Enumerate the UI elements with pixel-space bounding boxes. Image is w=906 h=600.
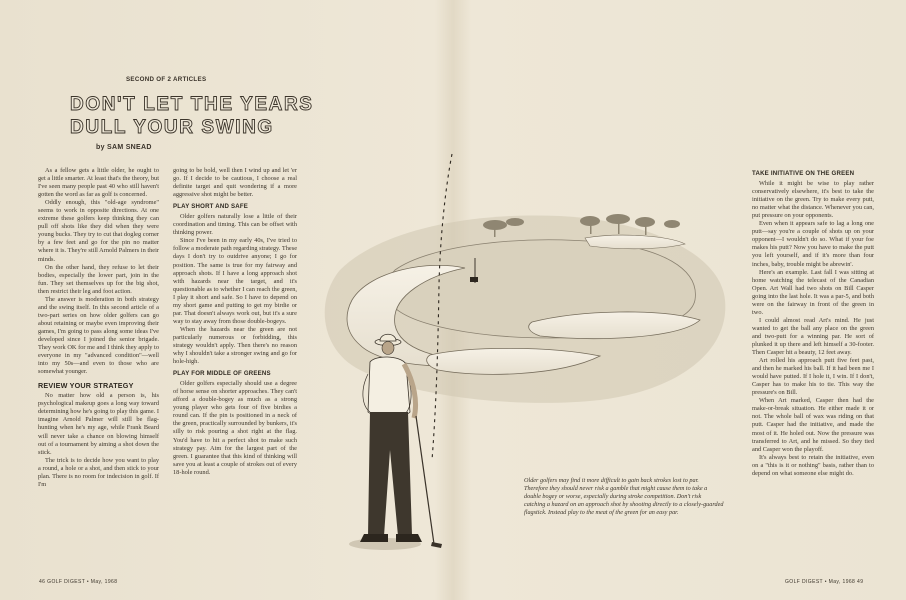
bunker-back xyxy=(585,235,685,249)
page-footer-left: 46 GOLF DIGEST • May, 1968 xyxy=(39,579,118,585)
paragraph: As a fellow gets a little older, he ought to get a little smarter. At least that's the theory, but I've seen many people past 40 who still haven't gotten the word as far as golf is concerned. xyxy=(38,167,159,199)
paragraph: I could almost read Art's mind. He just wanted to get the ball any place on the green and two-putt for a winning par. He sort of plunked it up there and left himself a 30-footer. Then Casper hit a beauty, 12 feet away. xyxy=(752,316,874,357)
paragraph: Even when it appears safe to lag a long one putt—say you're a couple of shots up on your opponent—I wouldn't do so. What if your foe makes his putt? Now you have to make the putt you left yourself, and if it's more than four inches, baby, trouble might be abrewin'. xyxy=(752,220,874,268)
paragraph: Since I've been in my early 40s, I've tried to follow a moderate path regarding strategy. These days I don't try to outdrive anyone; I go for position. The same is true for my fairway and approach shots. If I have a long approach shot with hazards near the target, and it's questionable as to whether I can reach the green, I play it short and safe. So I have to depend on my short game and putting to get my birdie or par. That doesn't always work out, but it's a sure way to stay away from those double-bogeys. xyxy=(173,237,298,325)
text-column-3 xyxy=(752,170,874,478)
headline-line-2: DULL YOUR SWING xyxy=(70,117,274,138)
headline-line-1: DON'T LET THE YEARS xyxy=(70,94,314,115)
article-headline xyxy=(70,93,314,139)
section-heading: TAKE INITIATIVE ON THE GREEN xyxy=(752,170,855,177)
paragraph: Older golfers especially should use a degree of horse sense on shorter approaches. They can't afford a double-bogey as much as a strong young player who gets four of five birdies a round can. If the pin is positioned in a neck of the green, practically surrounded by bunkers, it's silly to risk pouring a shot right at the flag. You'd have to hit a perfect shot to make such strategy pay. Aim for the largest part of the green. I guarantee that this kind of thinking will save you at least a couple of strokes out of every 18-hole round. xyxy=(173,380,297,476)
paragraph: Older golfers naturally lose a little of their coordination and timing. This can be offset with thinking power. xyxy=(173,213,297,237)
section-heading: REVIEW YOUR STRATEGY xyxy=(38,381,134,391)
paragraph: When the hazards near the green are not particularly numerous or forbidding, this strategy wouldn't apply. Then there's no reason why I shouldn't take a stronger swing and go for hole-high. xyxy=(173,325,297,366)
page-footer-right: GOLF DIGEST • May, 1968 49 xyxy=(785,579,864,585)
article-kicker: SECOND OF 2 ARTICLES xyxy=(126,76,207,83)
paragraph: Oddly enough, this "old-age syndrome" seems to work in opposite directions. At one extreme these golfers keep thinking they can pull off shots like they did when they were young bucks. They try to cut that dogleg corner by a few feet and go for the pin no matter where it is. They're still Arnold Palmers in their minds. xyxy=(38,199,159,263)
article-byline: by SAM SNEAD xyxy=(96,144,152,151)
paragraph: When Art marked, Casper then had the make-or-break situation. He either made it or not. The whole ball of wax was riding on that putt. Casper had the initiative, and made the most of it. He holed out. Now the pressure was transferred to Art, and he missed. So they tied and Casper won the playoff. xyxy=(752,397,874,453)
paragraph: On the other hand, they refuse to let their bodies, especially the lower part, join in the fun. They set themselves up for the big shot, then restrict their leg and foot action. xyxy=(38,263,159,295)
paragraph: The trick is to decide how you want to play a round, a hole or a shot, and then stick to your plan. There is no room for indecision in golf. If I'm xyxy=(38,456,159,488)
paragraph: Here's an example. Last fall I was sitting at home watching the telecast of the Canadian Open. Art Wall had two shots on Bill Casper going into the last hole. It was a par-5, and both were on the fairway in front of the green in two. xyxy=(752,268,874,316)
paragraph: No matter how old a person is, his psychological makeup goes a long way toward determining how he's going to play this game. I imagine Arnold Palmer will still be flag-hunting when he's my age, while Frank Beard will never take a chance on blowing himself out of a tournament by aiming a shot down the stick. xyxy=(38,392,159,456)
text-column-2 xyxy=(173,167,297,477)
paragraph: going to be bold, well then I wind up and let 'er go. If I decide to be cautious, I choose a real definite target and quit wondering if a more aggressive shot might be better. xyxy=(173,167,297,199)
paragraph: The answer is moderation in both strategy and the swing itself. In this second article of a two-part series on how older golfers can go about retaining or maybe even improving their games, I'm going to pass along some ideas I've developed since I joined the senior brigade. They work OK for me and I think they apply to everyone in my "advanced condition"—well into my 50s—and even to those who are somewhat younger. xyxy=(38,295,159,376)
illustration-caption: Older golfers may find it more difficult to gain back strokes lost to par. Therefore they should never risk a gamble that might cause them to take a double bogey or worse, especially during stroke competition. Don't risk catching a hazard on an approach shot by shooting directly to a closely-guarded flagstick. Instead play to the meat of the green for an easy par. xyxy=(524,477,724,517)
section-heading: PLAY FOR MIDDLE OF GREENS xyxy=(173,370,271,378)
text-column-1 xyxy=(38,167,159,489)
paragraph: Art rolled his approach putt five feet past, and then he marked his ball. If it had been me I would have putted. If I hole it, I win. If I don't, Casper has to make his to tie. This way the pressure's on Bill. xyxy=(752,357,874,397)
paragraph: It's always best to retain the initiative, even on a "this is it or nothing" basis, rather than to depend on what someone else might do. xyxy=(752,453,874,477)
section-heading: PLAY SHORT AND SAFE xyxy=(173,203,249,211)
paragraph: While it might be wise to play rather conservatively elsewhere, it's best to take the initiative on the green. Try to make every putt, no matter what the distance. Whenever you can, put pressure on your opponents. xyxy=(752,180,874,220)
